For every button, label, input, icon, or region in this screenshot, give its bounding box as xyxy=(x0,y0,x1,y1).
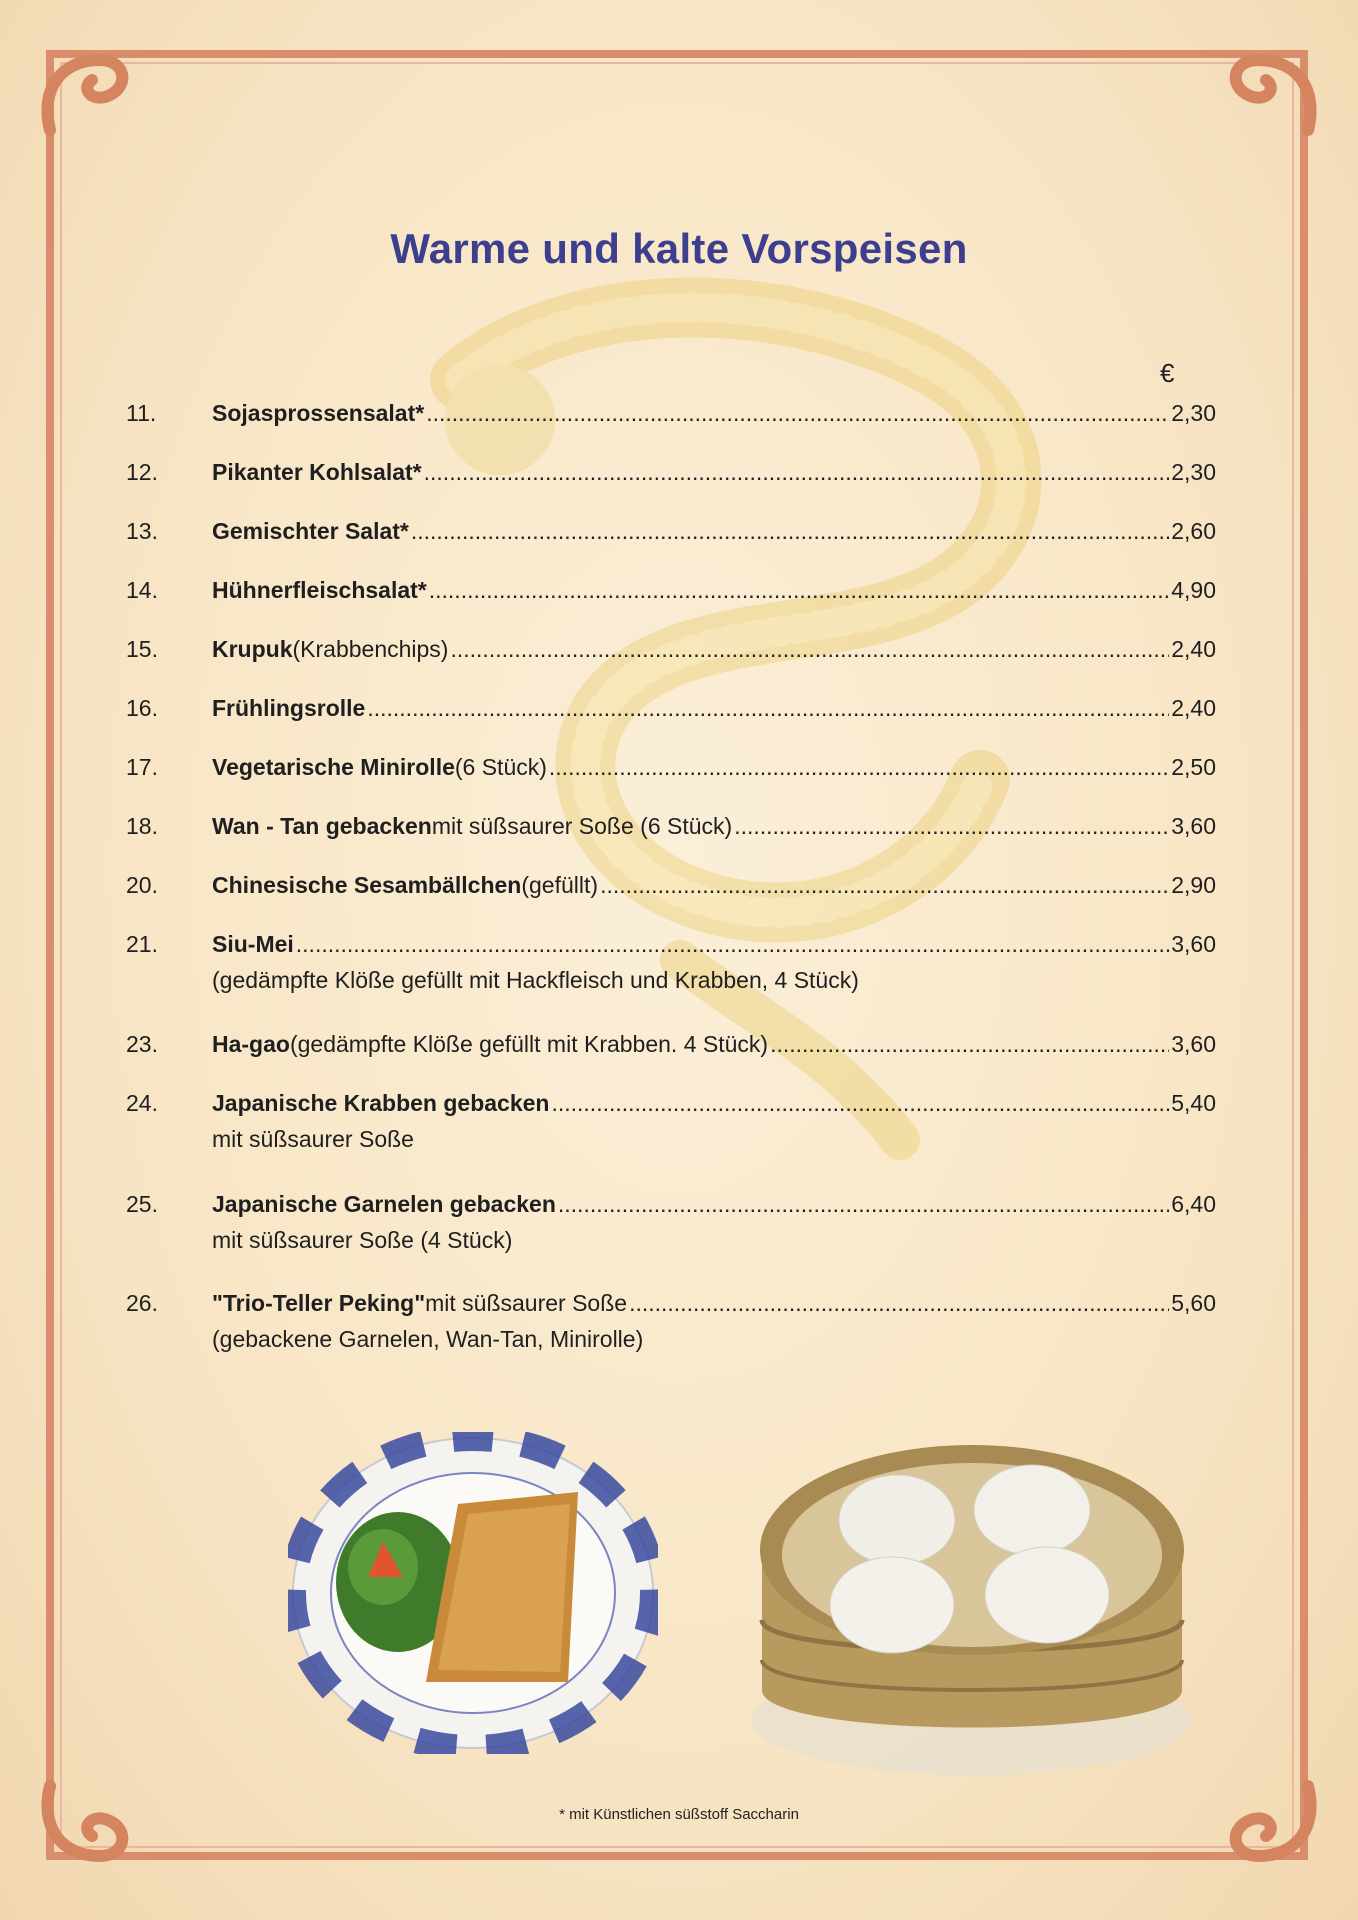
dot-leader xyxy=(367,695,1169,722)
item-description: (Krabbenchips) xyxy=(292,636,449,662)
item-subline: mit süßsaurer Soße xyxy=(212,1126,414,1152)
dot-leader xyxy=(558,1191,1169,1218)
item-price: 3,60 xyxy=(1171,931,1216,957)
item-price: 2,60 xyxy=(1171,518,1216,544)
dot-leader xyxy=(551,1090,1169,1117)
item-name: Vegetarische Minirolle xyxy=(212,754,455,780)
item-description: mit süßsaurer Soße xyxy=(425,1290,628,1316)
dot-leader xyxy=(770,1031,1169,1058)
item-price: 2,90 xyxy=(1171,872,1216,898)
item-name: Wan - Tan gebacken xyxy=(212,813,432,839)
dot-leader xyxy=(600,872,1169,899)
item-price: 2,30 xyxy=(1171,459,1216,485)
item-subline: (gebackene Garnelen, Wan-Tan, Minirolle) xyxy=(212,1326,644,1352)
item-name: Hühnerfleischsalat* xyxy=(212,577,427,603)
page-title: Warme und kalte Vorspeisen xyxy=(390,225,968,272)
item-number: 16. xyxy=(126,695,158,721)
corner-ornament-icon xyxy=(1218,40,1328,150)
item-name: Japanische Garnelen gebacken xyxy=(212,1191,556,1217)
spring-roll-plate-icon xyxy=(288,1432,658,1754)
item-name: Sojasprossensalat* xyxy=(212,400,425,426)
item-price: 2,40 xyxy=(1171,695,1216,721)
item-price: 4,90 xyxy=(1171,577,1216,603)
dot-leader xyxy=(734,813,1169,840)
corner-ornament-icon xyxy=(30,40,140,150)
footnote: * mit Künstlichen süßstoff Saccharin xyxy=(559,1806,799,1823)
currency-symbol: € xyxy=(1160,358,1175,388)
item-name: Siu-Mei xyxy=(212,931,294,957)
item-subline: (gedämpfte Klöße gefüllt mit Hackfleisch und Krabben, 4 Stück) xyxy=(212,967,859,993)
item-price: 2,40 xyxy=(1171,636,1216,662)
item-number: 23. xyxy=(126,1031,158,1057)
item-subline: mit süßsaurer Soße (4 Stück) xyxy=(212,1227,513,1253)
dot-leader xyxy=(296,931,1169,958)
item-number: 13. xyxy=(126,518,158,544)
item-number: 25. xyxy=(126,1191,158,1217)
item-number: 20. xyxy=(126,872,158,898)
dot-leader xyxy=(429,577,1169,604)
item-price: 5,60 xyxy=(1171,1290,1216,1316)
item-price: 2,50 xyxy=(1171,754,1216,780)
item-name: Ha-gao xyxy=(212,1031,290,1057)
item-price: 5,40 xyxy=(1171,1090,1216,1116)
item-number: 18. xyxy=(126,813,158,839)
item-name: Chinesische Sesambällchen xyxy=(212,872,522,898)
steamed-dumplings-basket-icon xyxy=(742,1390,1202,1780)
item-name: Pikanter Kohlsalat* xyxy=(212,459,422,485)
item-number: 26. xyxy=(126,1290,158,1316)
dot-leader xyxy=(411,518,1169,545)
item-name: Gemischter Salat* xyxy=(212,518,409,544)
dot-leader xyxy=(549,754,1169,781)
item-name: Japanische Krabben gebacken xyxy=(212,1090,550,1116)
dot-leader xyxy=(424,459,1170,486)
item-number: 17. xyxy=(126,754,158,780)
item-number: 11. xyxy=(126,400,157,426)
item-number: 14. xyxy=(126,577,158,603)
item-price: 2,30 xyxy=(1171,400,1216,426)
item-number: 15. xyxy=(126,636,158,662)
item-description: mit süßsaurer Soße (6 Stück) xyxy=(431,813,733,839)
item-description: (gefüllt) xyxy=(521,872,599,898)
item-name: "Trio-Teller Peking" xyxy=(212,1290,426,1316)
dot-leader xyxy=(629,1290,1169,1317)
item-description: (6 Stück) xyxy=(454,754,547,780)
item-name: Frühlingsrolle xyxy=(212,695,366,721)
item-price: 3,60 xyxy=(1171,1031,1216,1057)
item-number: 12. xyxy=(126,459,158,485)
item-name: Krupuk xyxy=(212,636,293,662)
item-number: 24. xyxy=(126,1090,158,1116)
item-description: (gedämpfte Klöße gefüllt mit Krabben. 4 Stück) xyxy=(289,1031,769,1057)
item-number: 21. xyxy=(126,931,158,957)
item-price: 3,60 xyxy=(1171,813,1216,839)
dot-leader xyxy=(426,400,1169,427)
item-price: 6,40 xyxy=(1171,1191,1216,1217)
dot-leader xyxy=(450,636,1169,663)
